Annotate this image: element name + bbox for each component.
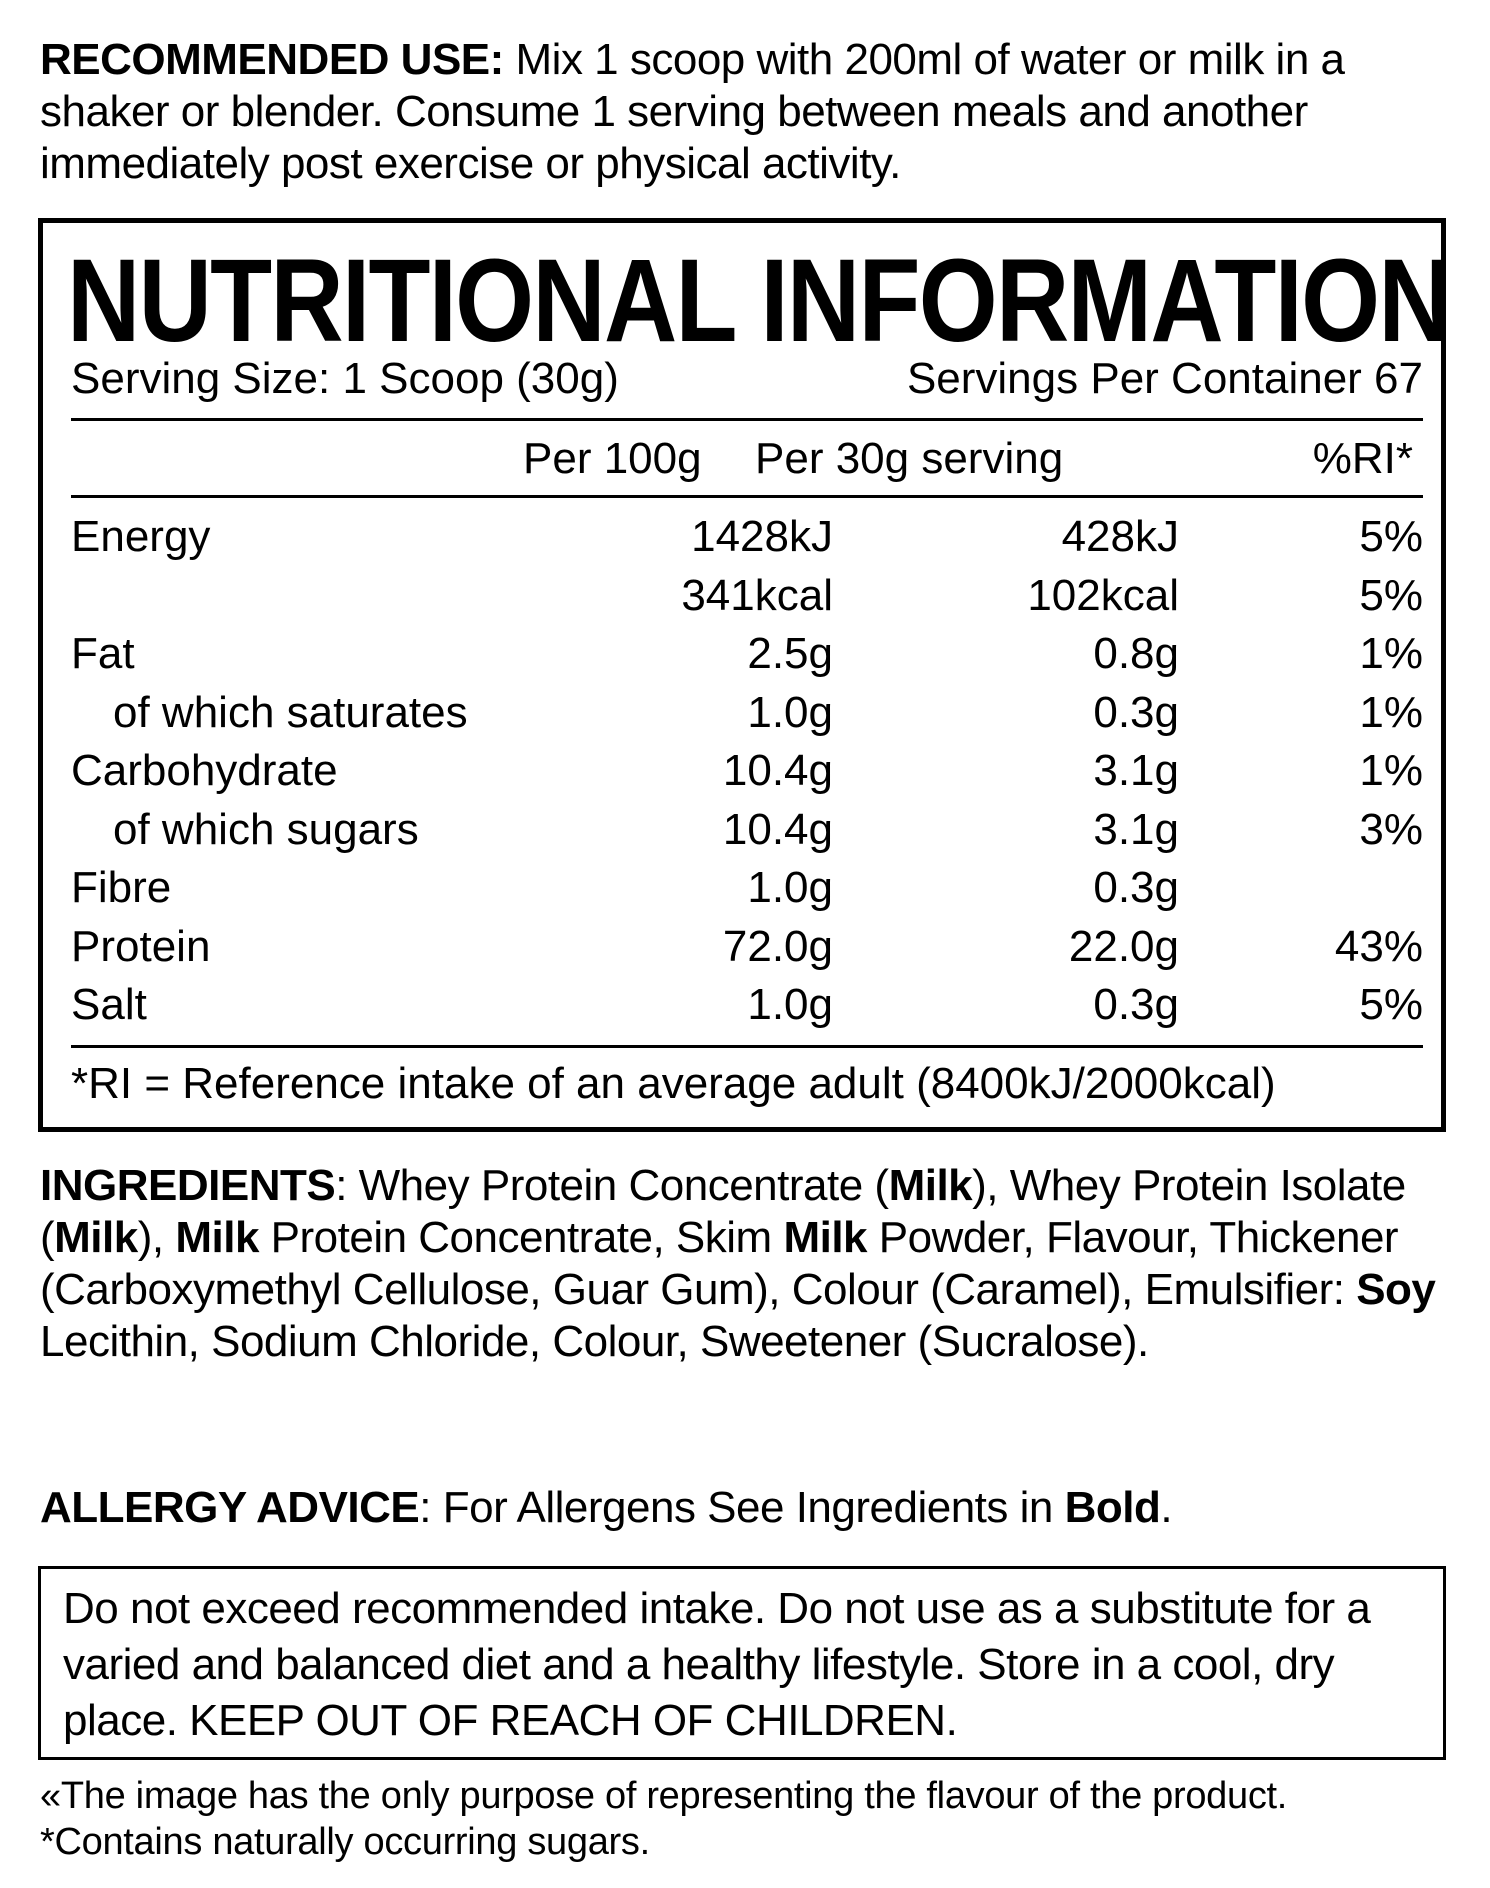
ingredients-part: : Whey Protein Concentrate ( <box>335 1161 889 1210</box>
per100-value: 341kcal <box>681 570 833 620</box>
per30-value: 428kJ <box>1061 512 1179 561</box>
allergen-milk: Milk <box>54 1213 138 1262</box>
nutrient-label: of which saturates <box>113 687 468 737</box>
serving-info <box>71 353 1423 405</box>
sugar-note: *Contains naturally occurring sugars. <box>40 1821 650 1863</box>
nutrition-row <box>71 567 1423 625</box>
nutrition-row <box>71 742 1423 800</box>
nutrition-row <box>71 976 1423 1034</box>
nutrition-row <box>71 625 1423 683</box>
recommended-use-text: Mix 1 scoop with 200ml of water or milk in a shaker or blender. Consume 1 serving between meals and another immediately post exercise or physical activity. <box>40 35 1345 188</box>
ri-value: 1% <box>1359 746 1423 795</box>
nutrient-label: Salt <box>71 980 147 1029</box>
col-ri-header: %RI* <box>1312 434 1413 483</box>
per100-value: 1.0g <box>747 863 833 912</box>
per100-value: 1.0g <box>747 687 833 737</box>
ingredients-part: Lecithin, Sodium Chloride, Colour, Sweetener (Sucralose). <box>40 1317 1149 1366</box>
per30-value: 0.3g <box>1093 863 1179 912</box>
per100-value: 10.4g <box>722 804 833 854</box>
col-per100-header: Per 100g <box>523 434 702 483</box>
nutrient-label: of which sugars <box>113 804 419 854</box>
per30-value: 0.8g <box>1093 629 1179 678</box>
nutrient-label: Fibre <box>71 863 172 912</box>
allergy-advice <box>40 1482 1460 1534</box>
nutrient-label: Carbohydrate <box>71 746 338 795</box>
warning-box <box>38 1566 1446 1760</box>
ri-value: 5% <box>1359 512 1423 561</box>
allergy-heading: ALLERGY ADVICE <box>40 1483 420 1532</box>
per100-value: 2.5g <box>747 629 833 678</box>
allergen-milk: Milk <box>175 1213 259 1262</box>
allergen-soy: Soy <box>1356 1265 1436 1314</box>
ri-value: 3% <box>1359 804 1423 854</box>
divider <box>71 495 1423 498</box>
warning-text: Do not exceed recommended intake. Do not use as a substitute for a varied and balanced diet and a healthy lifestyle. Store in a cool, dry place. KEEP OUT OF REACH OF CHILDREN. <box>63 1584 1371 1745</box>
ingredients-heading: INGREDIENTS <box>40 1161 336 1210</box>
nutrition-panel <box>38 218 1450 1132</box>
ri-footnote: *RI = Reference intake of an average adult (8400kJ/2000kcal) <box>71 1059 1276 1108</box>
per30-value: 102kcal <box>1027 570 1179 620</box>
ri-value: 1% <box>1359 629 1423 678</box>
nutrition-title: NUTRITIONAL INFORMATION <box>67 235 1450 367</box>
per30-value: 3.1g <box>1093 746 1179 795</box>
allergen-milk: Milk <box>783 1213 868 1262</box>
allergen-milk: Milk <box>888 1161 973 1210</box>
per100-value: 72.0g <box>722 921 833 971</box>
ri-value: 5% <box>1359 570 1423 620</box>
per100-value: 1.0g <box>747 980 833 1029</box>
ri-value: 1% <box>1359 687 1423 737</box>
nutrition-row <box>71 508 1423 566</box>
nutrition-row <box>71 801 1423 859</box>
ingredients-part: Powder, Flavour, Thickener (Carboxymethyl Cellulose, Guar Gum), Colour (Caramel), Emulsifier: <box>40 1213 1399 1314</box>
col-per30-header: Per 30g serving <box>755 434 1064 483</box>
nutrient-label: Energy <box>71 512 211 561</box>
allergy-text: : For Allergens See Ingredients in <box>419 1483 1065 1532</box>
per30-value: 22.0g <box>1068 921 1179 971</box>
nutrient-label: Fat <box>71 629 135 678</box>
divider <box>71 1045 1423 1048</box>
servings-per-container: Servings Per Container 67 <box>906 354 1423 403</box>
nutrition-row <box>71 918 1423 976</box>
allergy-bold-word: Bold <box>1064 1483 1161 1532</box>
serving-size: Serving Size: 1 Scoop (30g) <box>71 354 619 403</box>
image-disclaimer: «The image has the only purpose of representing the flavour of the product. <box>40 1775 1288 1817</box>
per100-value: 1428kJ <box>691 512 833 561</box>
ingredients-part: Protein Concentrate, Skim <box>258 1213 784 1262</box>
ingredients <box>40 1160 1460 1368</box>
per30-value: 3.1g <box>1093 804 1179 854</box>
nutrient-label: Protein <box>71 921 211 971</box>
ri-value: 5% <box>1359 980 1423 1029</box>
allergy-end: . <box>1160 1483 1173 1532</box>
divider <box>71 418 1423 421</box>
ingredients-part: ), Whey Protein Isolate ( <box>40 1161 1406 1262</box>
per30-value: 0.3g <box>1093 980 1179 1029</box>
per100-value: 10.4g <box>722 746 833 795</box>
nutrition-row <box>71 684 1423 742</box>
recommended-use-heading: RECOMMENDED USE: <box>40 35 504 84</box>
nutrition-row <box>71 859 1423 917</box>
per30-value: 0.3g <box>1093 687 1179 737</box>
recommended-use <box>40 34 1460 190</box>
ri-value: 43% <box>1334 921 1423 971</box>
ingredients-part: ), <box>137 1213 176 1262</box>
